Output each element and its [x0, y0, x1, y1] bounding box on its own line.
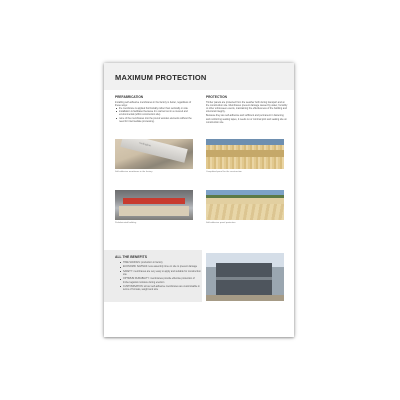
- protection-heading: PROTECTION: [206, 95, 227, 99]
- building-photo: [206, 253, 284, 301]
- prefabrication-list: [115, 107, 197, 123]
- floor-photo: [206, 190, 284, 220]
- protection-body: Timber panels are protected from the weather both during transport and at the construction site. Membranes prevent damage caused by water, humidity or other unforeseen events, maintaining the effectiveness of the building and structural integrity.: [206, 100, 288, 114]
- prefabrication-intro: Installing self-adhesive membranes in the factory is better, regardless of these ways:: [115, 100, 192, 107]
- factory-photo: [115, 190, 193, 220]
- membrane-roll: [120, 139, 187, 163]
- prefabrication-section: [115, 95, 197, 123]
- timber-panel-photo: [206, 139, 284, 169]
- title-band: [104, 63, 294, 90]
- list-item: installation is facilitated because it is carried out in a covered and environmental (within construction site): [119, 110, 197, 116]
- list-item: OPTIMUM DURABILITY: membranes provide effective protection of timber against moisture during erection: [123, 277, 201, 283]
- list-item: none of the membranes into the precut wooden elements without the need for intermediate processing.: [119, 117, 197, 123]
- caption-1: Self-adhesive membrane in the factory: [115, 171, 153, 173]
- caption-3: Prefabricated building: [115, 222, 137, 224]
- list-item: the membrane is applied horizontally rather than vertically on site: [119, 107, 197, 110]
- page-title: MAXIMUM PROTECTION: [115, 73, 207, 82]
- timber-floor: [206, 204, 284, 220]
- list-item: CUSTOMISATION: all our self-adhesive membranes are customisable in terms of formats, weight and size: [123, 284, 200, 292]
- list-item: ECONOMIC SAVINGS: less assembly time on site to prevent damage: [123, 265, 201, 268]
- membrane-brand-print: roofingline: [138, 141, 152, 148]
- ground: [206, 295, 284, 301]
- caption-2: Completed panel for the construction: [206, 171, 242, 173]
- prefabrication-heading: PREFABRICATION: [115, 95, 144, 99]
- membrane-photo: [115, 139, 193, 169]
- list-item: TIME SAVINGS: production in factory: [123, 261, 201, 264]
- brochure-page: [104, 63, 294, 337]
- list-item: SAFETY: membranes are very easy to apply and suitable for construction site: [123, 269, 201, 276]
- benefits-heading: ALL THE BENEFITS: [115, 255, 147, 259]
- benefits-box: [104, 250, 202, 302]
- sky-area: [206, 139, 284, 145]
- building-under-construction: [216, 263, 272, 297]
- red-gantry: [123, 198, 185, 204]
- benefits-list: [119, 261, 201, 293]
- caption-4: Self-adhesive panel protection: [206, 222, 236, 224]
- protection-section: [206, 95, 288, 124]
- membrane-band: [216, 277, 272, 280]
- timber-element: [119, 206, 189, 216]
- taped-board: [206, 150, 284, 157]
- protection-body-2: Because they are self-adhesive and sufficient and permanent in fastening and reinforcing sealing tapes, it needs no or minimal joint and sealing site on construction site.: [206, 114, 287, 124]
